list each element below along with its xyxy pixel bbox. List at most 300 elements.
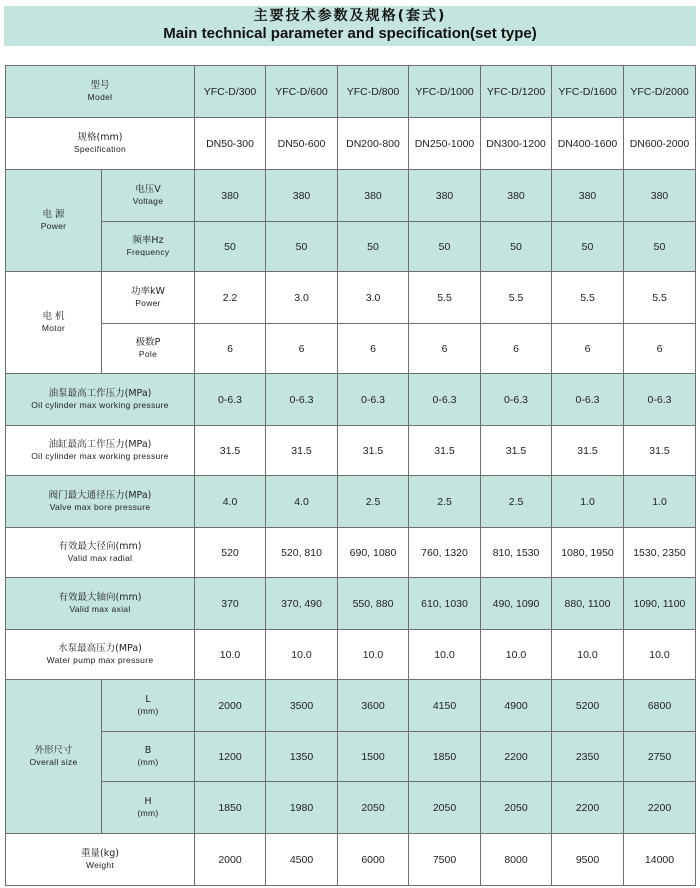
table-cell (481, 118, 552, 170)
label-en: Specification (73, 144, 127, 154)
table-row (6, 476, 696, 528)
cell-value: 5.5 (580, 291, 595, 304)
table-cell (338, 630, 409, 680)
label-en: Power (135, 298, 161, 308)
row-header-breadth (102, 732, 195, 782)
group-header-motor (6, 272, 102, 374)
table-cell (338, 66, 409, 118)
cell-value: 2050 (361, 801, 385, 814)
table-cell (624, 118, 696, 170)
table-cell (195, 630, 266, 680)
table-cell (624, 170, 696, 222)
row-header-motor-power (102, 272, 195, 324)
table-cell (624, 324, 696, 374)
cell-value: 50 (367, 240, 379, 253)
cell-value: 10.0 (219, 648, 241, 661)
cell-value: 2.5 (437, 495, 452, 508)
cell-value: 1350 (289, 750, 314, 763)
cell-value: 380 (292, 189, 311, 202)
cell-value: 0-6.3 (575, 393, 600, 406)
cell-value: 6000 (361, 853, 385, 866)
table-cell (266, 476, 338, 528)
table-row (6, 118, 696, 170)
label-cn: 油泵最高工作压力(MPa) (48, 388, 152, 399)
table-cell (266, 732, 338, 782)
table-cell (481, 426, 552, 476)
cell-value: 31.5 (291, 444, 312, 457)
cell-value: 1.0 (580, 495, 595, 508)
table-cell (266, 374, 338, 426)
table-cell (266, 834, 338, 886)
table-cell (338, 528, 409, 578)
table-cell (409, 222, 481, 272)
table-cell (624, 732, 696, 782)
label-cn: 电 机 (42, 311, 65, 322)
table-cell (266, 578, 338, 630)
cell-value: DN50-300 (206, 137, 254, 150)
cell-value: 5.5 (437, 291, 452, 304)
table-cell (195, 578, 266, 630)
table-cell (266, 222, 338, 272)
table-cell (409, 476, 481, 528)
cell-value: 0-6.3 (504, 393, 528, 406)
table-cell (552, 528, 624, 578)
table-cell (481, 528, 552, 578)
cell-value: 3500 (289, 699, 314, 712)
cell-value: 0-6.3 (647, 393, 672, 406)
table-cell (266, 426, 338, 476)
table-cell (409, 680, 481, 732)
table-cell (481, 374, 552, 426)
table-cell (195, 374, 266, 426)
cell-value: 5200 (575, 699, 600, 712)
table-cell (409, 374, 481, 426)
table-cell (552, 578, 624, 630)
table-cell (195, 118, 266, 170)
cell-value: DN200-800 (346, 137, 400, 150)
title-chinese: 主要技术参数及规格(套式) (253, 8, 447, 24)
row-header-voltage (102, 170, 195, 222)
table-cell (409, 272, 481, 324)
table-cell (481, 834, 552, 886)
cell-value: 380 (221, 189, 239, 202)
row-header-pole (102, 324, 195, 374)
cell-value: DN400-1600 (557, 137, 618, 150)
cell-value: 50 (581, 240, 594, 253)
cell-value: 610, 1030 (421, 597, 468, 610)
cell-value: 6 (370, 342, 376, 355)
table-cell (195, 426, 266, 476)
table-cell (481, 476, 552, 528)
cell-value: DN300-1200 (486, 137, 546, 150)
table-cell (195, 324, 266, 374)
table-cell (624, 528, 696, 578)
cell-value: 31.5 (434, 444, 455, 457)
cell-value: 50 (510, 240, 522, 253)
cell-value: 31.5 (219, 444, 241, 457)
table-cell (409, 426, 481, 476)
table-cell (338, 834, 409, 886)
label-en: Power (40, 221, 67, 231)
row-header-weight (6, 834, 195, 886)
table-cell (266, 272, 338, 324)
cell-value: 6 (584, 342, 591, 355)
cell-value: 10.0 (362, 648, 384, 661)
cell-value: 380 (364, 189, 382, 202)
table-cell (552, 630, 624, 680)
cell-value: 1980 (289, 801, 314, 814)
table-cell (195, 66, 266, 118)
table-cell (481, 578, 552, 630)
table-cell (266, 324, 338, 374)
cell-value: 1850 (218, 801, 242, 814)
table-row (6, 272, 696, 324)
label-en: Voltage (132, 196, 164, 206)
cell-value: 760, 1320 (421, 546, 468, 559)
table-cell (624, 630, 696, 680)
cell-value: 380 (578, 189, 597, 202)
label-en: Model (87, 92, 113, 102)
cell-value: 2000 (218, 853, 242, 866)
cell-value: DN600-2000 (629, 137, 690, 150)
row-header-length (102, 680, 195, 732)
table-cell (409, 834, 481, 886)
cell-value: YFC-D/1000 (415, 85, 474, 98)
cell-value: 0-6.3 (289, 393, 314, 406)
table-cell (552, 66, 624, 118)
table-cell (552, 834, 624, 886)
label-en: Valid max axial (69, 604, 131, 614)
label-cn: 有效最大径向(mm) (58, 541, 142, 552)
cell-value: 2200 (504, 750, 528, 763)
cell-value: 550, 880 (352, 597, 394, 610)
label-cn: 电压V (135, 184, 161, 195)
label-en: Valve max bore pressure (49, 502, 151, 512)
table-cell (552, 426, 624, 476)
table-cell (195, 782, 266, 834)
table-cell (266, 630, 338, 680)
cell-value: 2.2 (222, 291, 238, 304)
table-cell (266, 170, 338, 222)
cell-value: 4500 (289, 853, 314, 866)
cell-value: 4.0 (222, 495, 238, 508)
table-cell (409, 732, 481, 782)
table-row (6, 834, 696, 886)
table-cell (624, 578, 696, 630)
table-cell (338, 680, 409, 732)
cell-value: 5.5 (652, 291, 667, 304)
cell-value: YFC-D/800 (346, 85, 400, 98)
table-cell (266, 118, 338, 170)
table-cell (552, 222, 624, 272)
cell-value: YFC-D/1200 (486, 85, 546, 98)
label-cn: B (144, 745, 152, 756)
title-english: Main technical parameter and specification(set type) (163, 25, 537, 42)
table-cell (552, 782, 624, 834)
table-cell (195, 680, 266, 732)
table-row (6, 66, 696, 118)
table-cell (481, 630, 552, 680)
table-cell (409, 66, 481, 118)
table-cell (481, 222, 552, 272)
cell-value: 370, 490 (281, 597, 322, 610)
cell-value: 31.5 (505, 444, 527, 457)
cell-value: 10.0 (291, 648, 312, 661)
label-en: (mm) (137, 808, 159, 818)
label-en: Weight (85, 860, 115, 870)
table-cell (338, 782, 409, 834)
label-cn: 水泵最高压力(MPa) (58, 643, 142, 654)
cell-value: 380 (435, 189, 454, 202)
cell-value: 520, 810 (281, 546, 322, 559)
table-row (6, 680, 696, 732)
row-header-frequency (102, 222, 195, 272)
cell-value: 8000 (504, 853, 528, 866)
table-cell (409, 170, 481, 222)
row-header-axial (6, 578, 195, 630)
table-cell (266, 66, 338, 118)
cell-value: 31.5 (577, 444, 598, 457)
table-row (6, 782, 696, 834)
table-cell (552, 170, 624, 222)
cell-value: YFC-D/1600 (558, 85, 617, 98)
table-cell (266, 528, 338, 578)
table-cell (338, 426, 409, 476)
cell-value: 10.0 (577, 648, 598, 661)
table-row (6, 170, 696, 222)
label-en: (mm) (137, 757, 159, 767)
label-cn: 规格(mm) (77, 132, 123, 143)
cell-value: 520 (221, 546, 239, 559)
cell-value: 6 (656, 342, 663, 355)
table-row (6, 630, 696, 680)
group-header-power (6, 170, 102, 272)
label-cn: 功率kW (131, 286, 165, 297)
table-cell (195, 732, 266, 782)
table-cell (552, 118, 624, 170)
table-cell (552, 324, 624, 374)
cell-value: 1530, 2350 (633, 546, 686, 559)
cell-value: 5.5 (508, 291, 524, 304)
label-cn: L (145, 694, 151, 705)
table-cell (195, 476, 266, 528)
table-cell (481, 680, 552, 732)
cell-value: 2.5 (365, 495, 381, 508)
table-cell (552, 732, 624, 782)
cell-value: DN250-1000 (414, 137, 475, 150)
row-header-valve (6, 476, 195, 528)
spec-table (5, 65, 696, 886)
label-cn: 型号 (90, 80, 110, 91)
cell-value: 2200 (575, 801, 600, 814)
table-cell (624, 374, 696, 426)
label-cn: 油缸最高工作压力(MPa) (48, 439, 152, 450)
label-en: Overall size (29, 757, 78, 767)
label-en: Pole (138, 349, 158, 359)
cell-value: 9500 (575, 853, 600, 866)
table-cell (552, 680, 624, 732)
table-cell (409, 528, 481, 578)
table-cell (624, 476, 696, 528)
label-en: Oil cylinder max working pressure (31, 400, 169, 410)
table-cell (481, 782, 552, 834)
label-en: Valid max radial (67, 553, 133, 563)
cell-value: 490, 1090 (492, 597, 540, 610)
table-cell (195, 272, 266, 324)
cell-value: 31.5 (649, 444, 670, 457)
table-cell (624, 680, 696, 732)
cell-value: 4900 (504, 699, 528, 712)
cell-value: DN50-600 (277, 137, 326, 150)
cell-value: 3.0 (365, 291, 381, 304)
cell-value: 6 (298, 342, 305, 355)
cell-value: 2050 (432, 801, 457, 814)
table-row (6, 578, 696, 630)
label-cn: 有效最大轴向(mm) (58, 592, 142, 603)
label-en: Frequency (126, 247, 170, 257)
cell-value: 2000 (218, 699, 242, 712)
cell-value: 2350 (575, 750, 600, 763)
cell-value: 0-6.3 (361, 393, 385, 406)
table-cell (624, 426, 696, 476)
cell-value: 1500 (361, 750, 385, 763)
label-cn: 频率Hz (132, 235, 164, 246)
table-row (6, 324, 696, 374)
row-header-oil-pump (6, 374, 195, 426)
cell-value: 0-6.3 (432, 393, 457, 406)
table-cell (338, 374, 409, 426)
table-cell (481, 66, 552, 118)
cell-value: 14000 (644, 853, 675, 866)
group-header-overall-size (6, 680, 102, 834)
table-cell (481, 732, 552, 782)
cell-value: 1.0 (652, 495, 667, 508)
cell-value: 1090, 1100 (633, 597, 686, 610)
label-en: Motor (41, 323, 66, 333)
cell-value: 6 (227, 342, 233, 355)
row-header-radial (6, 528, 195, 578)
cell-value: 3.0 (294, 291, 309, 304)
label-cn: 外形尺寸 (34, 745, 73, 756)
table-cell (624, 782, 696, 834)
table-cell (624, 272, 696, 324)
table-cell (409, 324, 481, 374)
table-cell (481, 170, 552, 222)
table-cell (409, 578, 481, 630)
cell-value: 50 (295, 240, 308, 253)
cell-value: 2050 (504, 801, 528, 814)
table-cell (195, 222, 266, 272)
table-row (6, 374, 696, 426)
cell-value: 2.5 (508, 495, 524, 508)
label-en: (mm) (137, 706, 159, 716)
cell-value: 1850 (432, 750, 457, 763)
cell-value: YFC-D/600 (275, 85, 328, 98)
table-cell (338, 476, 409, 528)
table-cell (338, 732, 409, 782)
table-row (6, 528, 696, 578)
row-header-spec (6, 118, 195, 170)
table-row (6, 426, 696, 476)
cell-value: 380 (650, 189, 669, 202)
cell-value: 1080, 1950 (561, 546, 614, 559)
cell-value: 10.0 (505, 648, 527, 661)
table-cell (409, 782, 481, 834)
table-cell (338, 222, 409, 272)
table-row (6, 222, 696, 272)
table-cell (552, 476, 624, 528)
table-cell (481, 324, 552, 374)
cell-value: 6800 (647, 699, 672, 712)
cell-value: 4.0 (294, 495, 309, 508)
cell-value: 2750 (647, 750, 672, 763)
title-banner (4, 6, 696, 46)
table-cell (338, 324, 409, 374)
table-cell (338, 272, 409, 324)
label-cn: H (144, 796, 152, 807)
label-cn: 重量(kg) (81, 848, 119, 859)
cell-value: 50 (653, 240, 666, 253)
cell-value: 880, 1100 (564, 597, 611, 610)
table-cell (624, 222, 696, 272)
table-row (6, 732, 696, 782)
cell-value: 3600 (361, 699, 385, 712)
cell-value: 6 (441, 342, 448, 355)
cell-value: 50 (438, 240, 451, 253)
cell-value: YFC-D/300 (203, 85, 257, 98)
table-cell (338, 170, 409, 222)
table-cell (552, 374, 624, 426)
table-cell (409, 630, 481, 680)
table-cell (338, 578, 409, 630)
table-cell (195, 528, 266, 578)
cell-value: 0-6.3 (218, 393, 242, 406)
cell-value: 6 (513, 342, 519, 355)
table-cell (552, 272, 624, 324)
label-cn: 阀门最大通径压力(MPa) (48, 490, 152, 501)
table-cell (266, 782, 338, 834)
table-cell (195, 834, 266, 886)
cell-value: 10.0 (434, 648, 455, 661)
table-cell (624, 66, 696, 118)
cell-value: 370 (221, 597, 239, 610)
cell-value: 690, 1080 (349, 546, 397, 559)
row-header-model (6, 66, 195, 118)
table-cell (338, 118, 409, 170)
cell-value: 7500 (432, 853, 457, 866)
table-cell (195, 170, 266, 222)
cell-value: 1200 (218, 750, 242, 763)
row-header-oil-cylinder (6, 426, 195, 476)
table-cell (409, 118, 481, 170)
label-cn: 极数P (135, 337, 161, 348)
cell-value: YFC-D/2000 (630, 85, 689, 98)
label-en: Water pump max pressure (46, 655, 154, 665)
cell-value: 10.0 (649, 648, 670, 661)
cell-value: 380 (507, 189, 525, 202)
row-header-height (102, 782, 195, 834)
table-cell (481, 272, 552, 324)
label-cn: 电 源 (42, 209, 65, 220)
label-en: Oil cylinder max working pressure (31, 451, 169, 461)
table-cell (624, 834, 696, 886)
table-cell (266, 680, 338, 732)
cell-value: 810, 1530 (492, 546, 540, 559)
cell-value: 2200 (647, 801, 672, 814)
cell-value: 50 (224, 240, 236, 253)
cell-value: 4150 (432, 699, 457, 712)
row-header-water-pump (6, 630, 195, 680)
